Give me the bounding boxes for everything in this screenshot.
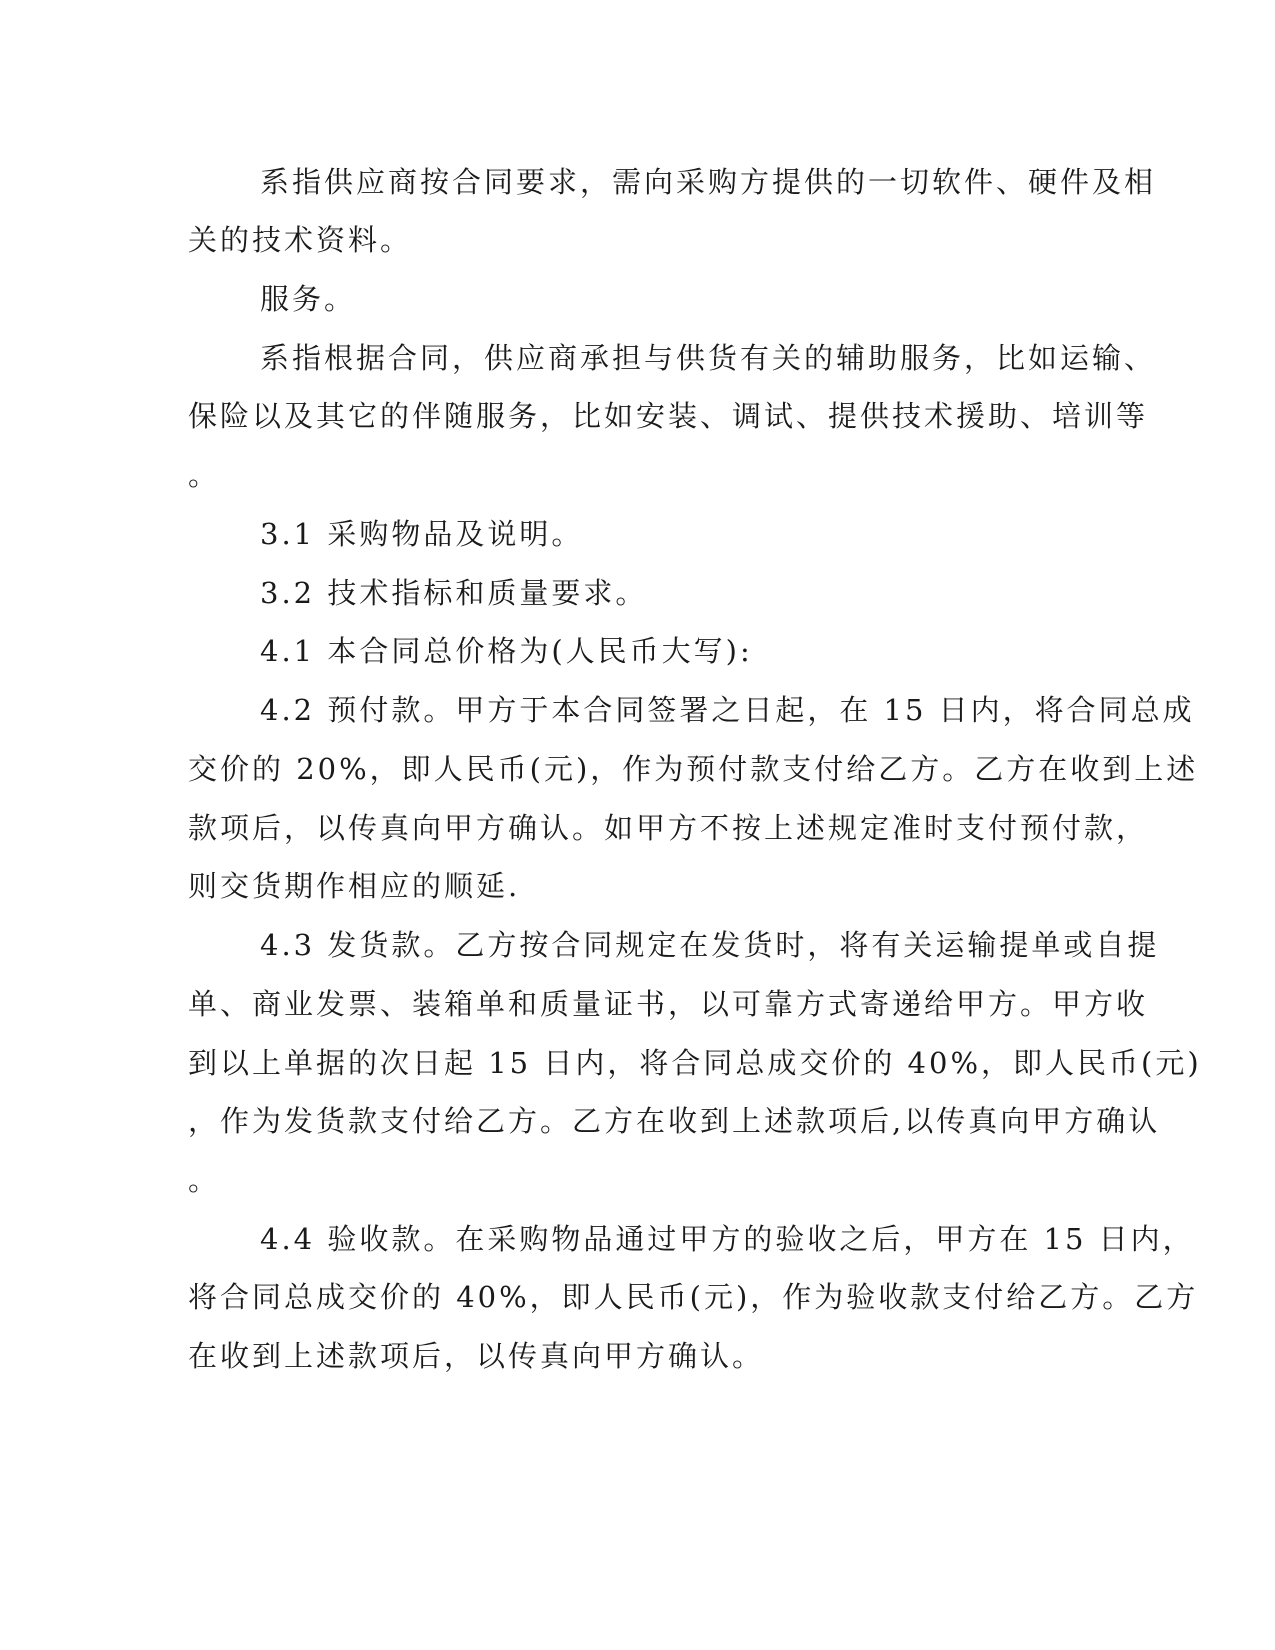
text-line: 服务。	[260, 282, 357, 316]
text-line: ，作为发货款支付给乙方。乙方在收到上述款项后,以传真向甲方确认	[188, 1104, 1161, 1138]
text-line: 则交货期作相应的顺延.	[188, 869, 521, 903]
text-line: 4.1 本合同总价格为(人民币大写):	[260, 634, 753, 668]
text-line: 将合同总成交价的 40%，即人民币(元)，作为验收款支付给乙方。乙方	[188, 1280, 1199, 1314]
text-line: 保险以及其它的伴随服务，比如安装、调试、提供技术援助、培训等	[188, 399, 1149, 433]
text-line: 款项后，以传真向甲方确认。如甲方不按上述规定准时支付预付款，	[188, 811, 1149, 845]
text-line: 4.3 发货款。乙方按合同规定在发货时，将有关运输提单或自提	[260, 928, 1160, 962]
text-line: 。	[188, 458, 221, 492]
text-line: 4.4 验收款。在采购物品通过甲方的验收之后，甲方在 15 日内，	[260, 1222, 1195, 1256]
text-line: 关的技术资料。	[188, 223, 413, 257]
text-line: 交价的 20%，即人民币(元)，作为预付款支付给乙方。乙方在收到上述	[188, 752, 1199, 786]
text-line: 3.1 采购物品及说明。	[260, 517, 584, 551]
text-line: 单、商业发票、装箱单和质量证书，以可靠方式寄递给甲方。甲方收	[188, 987, 1149, 1021]
text-line: 4.2 预付款。甲方于本合同签署之日起，在 15 日内，将合同总成	[260, 693, 1195, 727]
text-line: 3.2 技术指标和质量要求。	[260, 576, 648, 610]
text-line: 在收到上述款项后，以传真向甲方确认。	[188, 1339, 765, 1373]
text-line: 。	[188, 1163, 221, 1197]
text-line: 到以上单据的次日起 15 日内，将合同总成交价的 40%，即人民币(元)	[188, 1046, 1202, 1080]
text-line: 系指根据合同，供应商承担与供货有关的辅助服务，比如运输、	[260, 341, 1157, 375]
text-line: 系指供应商按合同要求，需向采购方提供的一切软件、硬件及相	[260, 165, 1157, 199]
